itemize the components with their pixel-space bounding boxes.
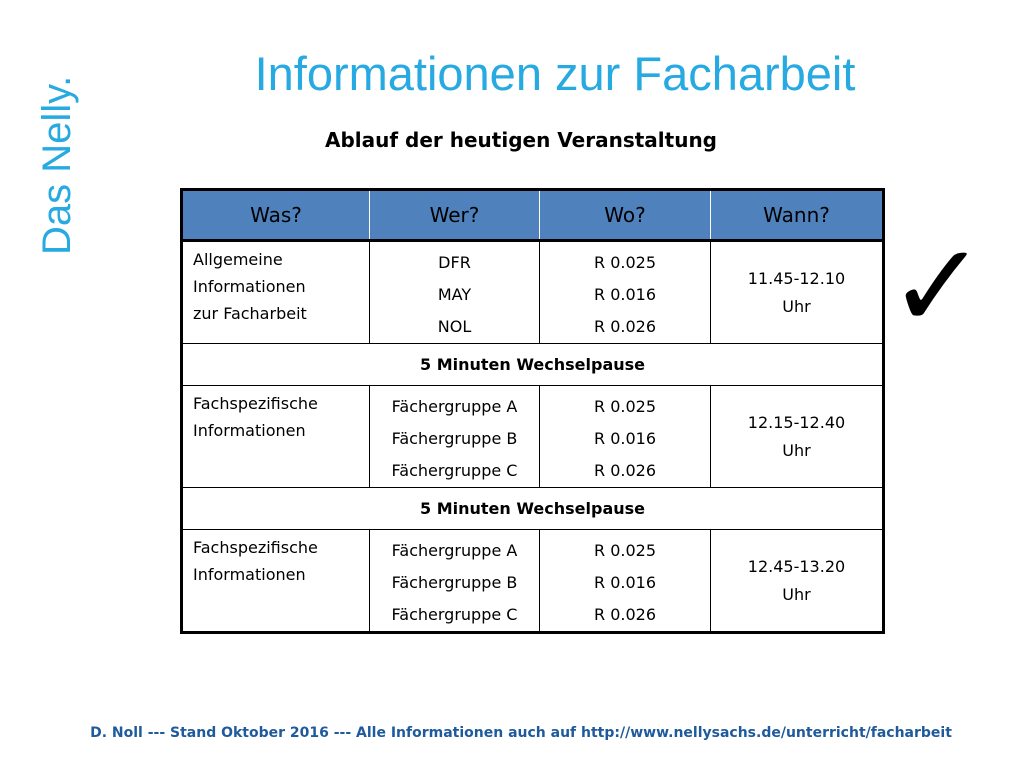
cell-wann (711, 241, 884, 344)
cell-text: MAY (437, 285, 472, 304)
table-header-row (182, 190, 884, 241)
cell-wo (540, 241, 711, 344)
header-was: Was? (182, 190, 370, 241)
cell-text: Fächergruppe B (391, 573, 518, 592)
footer-text: D. Noll --- Stand Oktober 2016 --- Alle Informationen auch auf http://www.nellysachs.de/unterricht/facharbeit (90, 725, 952, 741)
cell-wer (370, 530, 540, 633)
break-cell: 5 Minuten Wechselpause (182, 344, 884, 386)
cell-text: R 0.025 (593, 541, 656, 560)
cell-was (182, 241, 370, 344)
header-wann: Wann? (711, 190, 884, 241)
cell-text: Informationen (193, 421, 306, 440)
cell-wo (540, 530, 711, 633)
cell-text: R 0.025 (593, 253, 656, 272)
cell-text: Fächergruppe A (391, 397, 518, 416)
cell-text: R 0.016 (593, 429, 656, 448)
cell-text: 11.45-12.10 (747, 268, 846, 288)
cell-text: NOL (437, 317, 472, 336)
cell-text: Informationen (193, 565, 306, 584)
cell-text: R 0.026 (593, 317, 656, 336)
schedule-table (180, 188, 885, 634)
cell-wer (370, 241, 540, 344)
page-subtitle: Ablauf der heutigen Veranstaltung (324, 128, 717, 152)
cell-text: Fächergruppe C (391, 461, 518, 480)
cell-text: Uhr (782, 440, 811, 460)
cell-text: Uhr (782, 584, 811, 604)
cell-text: R 0.016 (593, 573, 656, 592)
cell-text: zur Facharbeit (193, 304, 307, 323)
cell-text: DFR (438, 253, 471, 272)
cell-text: R 0.026 (593, 605, 656, 624)
cell-text: 12.15-12.40 (747, 412, 846, 432)
cell-text: Fächergruppe C (391, 605, 518, 624)
brand-logo-text: Das Nelly. (35, 75, 79, 255)
cell-was (182, 530, 370, 633)
header-wo: Wo? (540, 190, 711, 241)
table-row (182, 530, 884, 633)
cell-text: Allgemeine (193, 250, 283, 269)
cell-text: Fachspezifische (193, 394, 318, 413)
break-row (182, 344, 884, 386)
break-cell: 5 Minuten Wechselpause (182, 488, 884, 530)
cell-text: 12.45-13.20 (747, 556, 846, 576)
cell-text: R 0.026 (593, 461, 656, 480)
cell-text: R 0.025 (593, 397, 656, 416)
table-row (182, 241, 884, 344)
cell-text: Fächergruppe A (391, 541, 518, 560)
table-row (182, 386, 884, 488)
cell-text: Informationen (193, 277, 306, 296)
cell-text: Fachspezifische (193, 538, 318, 557)
cell-text: Uhr (782, 296, 811, 316)
cell-wo (540, 386, 711, 488)
cell-wann (711, 386, 884, 488)
header-wer: Wer? (370, 190, 540, 241)
checkmark-icon: ✓ (888, 217, 987, 355)
cell-text: Fächergruppe B (391, 429, 518, 448)
cell-wann (711, 530, 884, 633)
cell-wer (370, 386, 540, 488)
page-title: Informationen zur Facharbeit (254, 47, 856, 100)
cell-text: R 0.016 (593, 285, 656, 304)
break-row (182, 488, 884, 530)
cell-was (182, 386, 370, 488)
